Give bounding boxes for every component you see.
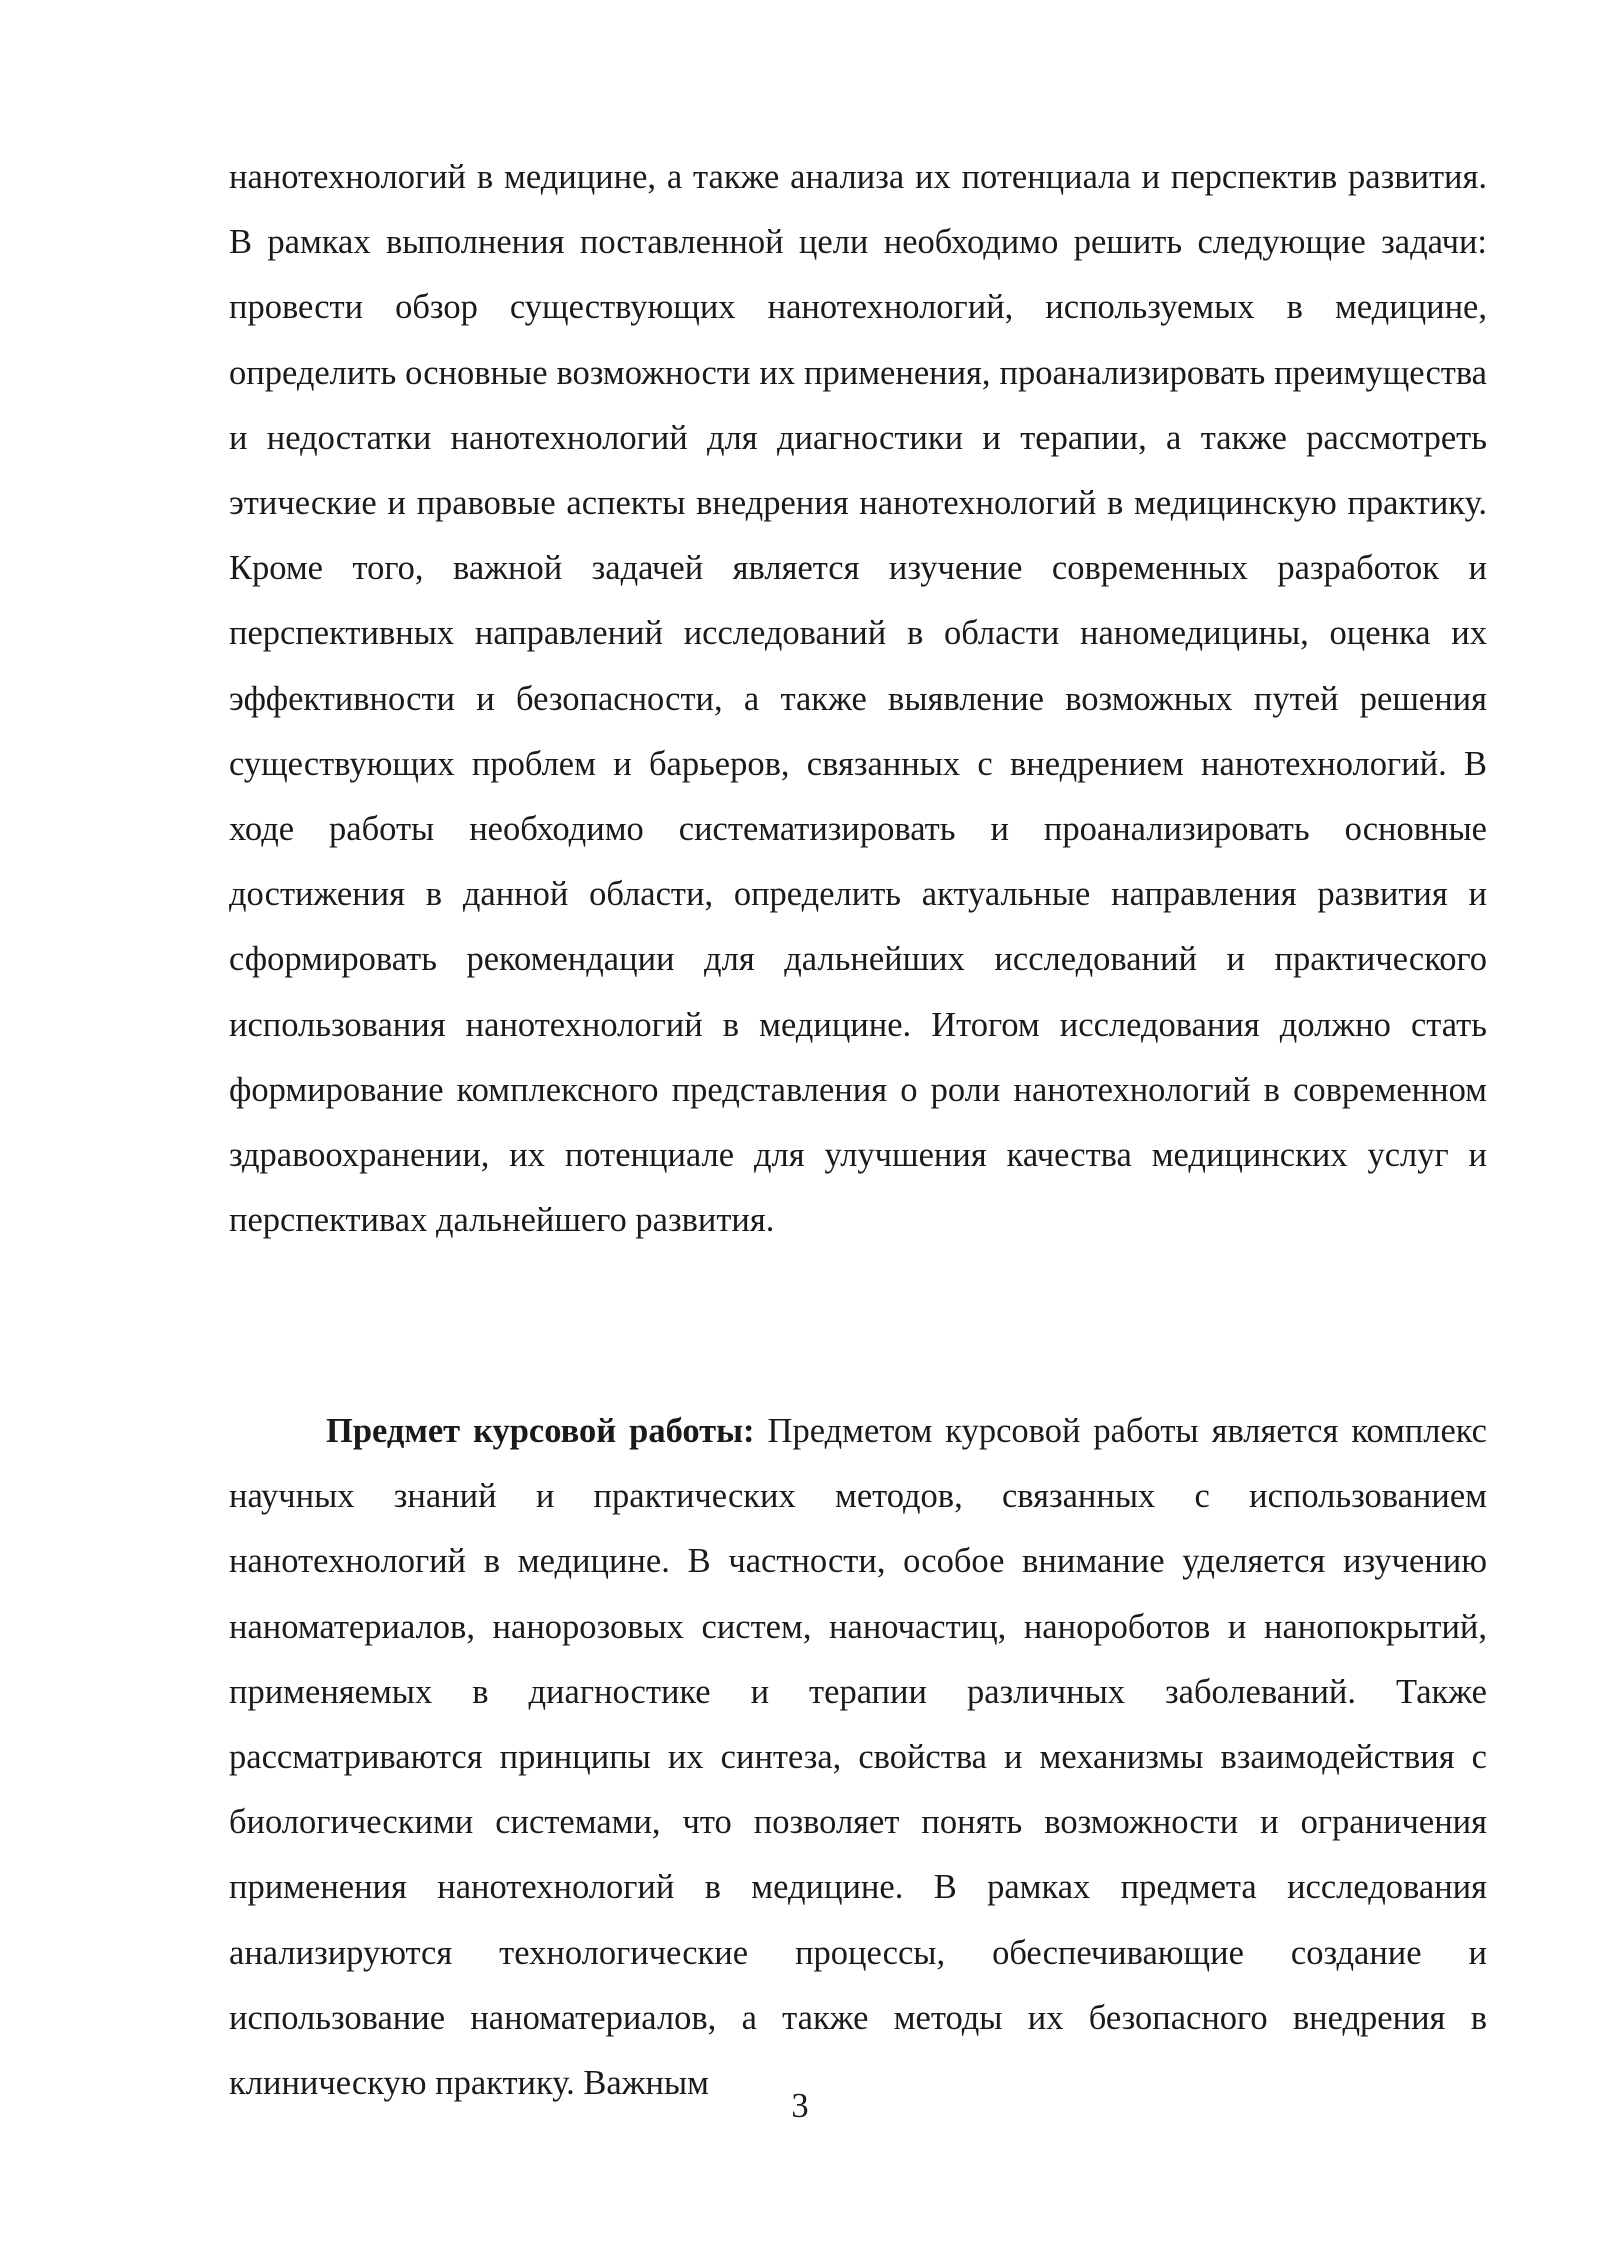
- paragraph-subject-body: Предметом курсовой работы является комплекс научных знаний и практических методов, связанных с использованием нанотехнологий в медицине. В частности, особое внимание уделяется изучению наноматериалов, нанорозовых систем, наночастиц, нанороботов и нанопокрытий, применяемых в диагностике и терапии различных заболеваний. Также рассматриваются принципы их синтеза, свойства и механизмы взаимодействия с биологическими системами, что позволяет понять возможности и ограничения применения нанотехнологий в медицине. В рамках предмета исследования анализируются технологические процессы, обеспечивающие создание и использование наноматериалов, а также методы их безопасного внедрения в клиническую практику. Важным: [229, 1412, 1487, 2103]
- paragraph-goals: нанотехнологий в медицине, а также анализа их потенциала и перспектив развития. В рамках выполнения поставленной цели необходимо решить следующие задачи: провести обзор существующих нанотехнологий, используемых в медицине, определить основные возможности их применения, проанализировать преимущества и недостатки нанотехнологий для диагностики и терапии, а также рассмотреть этические и правовые аспекты внедрения нанотехнологий в медицинскую практику. Кроме того, важной задачей является изучение современных разработок и перспективных направлений исследований в области наномедицины, оценка их эффективности и безопасности, а также выявление возможных путей решения существующих проблем и барьеров, связанных с внедрением нанотехнологий. В ходе работы необходимо систематизировать и проанализировать основные достижения в данной области, определить актуальные направления развития и сформировать рекомендации для дальнейших исследований и практического использования нанотехнологий в медицине. Итогом исследования должно стать формирование комплексного представления о роли нанотехнологий в современном здравоохранении, их потенциале для улучшения качества медицинских услуг и перспективах дальнейшего развития.: [229, 158, 1487, 1240]
- paragraph-lead-heading: Предмет курсовой работы:: [326, 1412, 755, 1450]
- body-text-block-subject: [229, 1399, 1487, 2116]
- body-text-block: [229, 145, 1487, 1253]
- page-number: 3: [791, 2087, 809, 2125]
- paragraph-subject: [229, 1399, 1487, 2116]
